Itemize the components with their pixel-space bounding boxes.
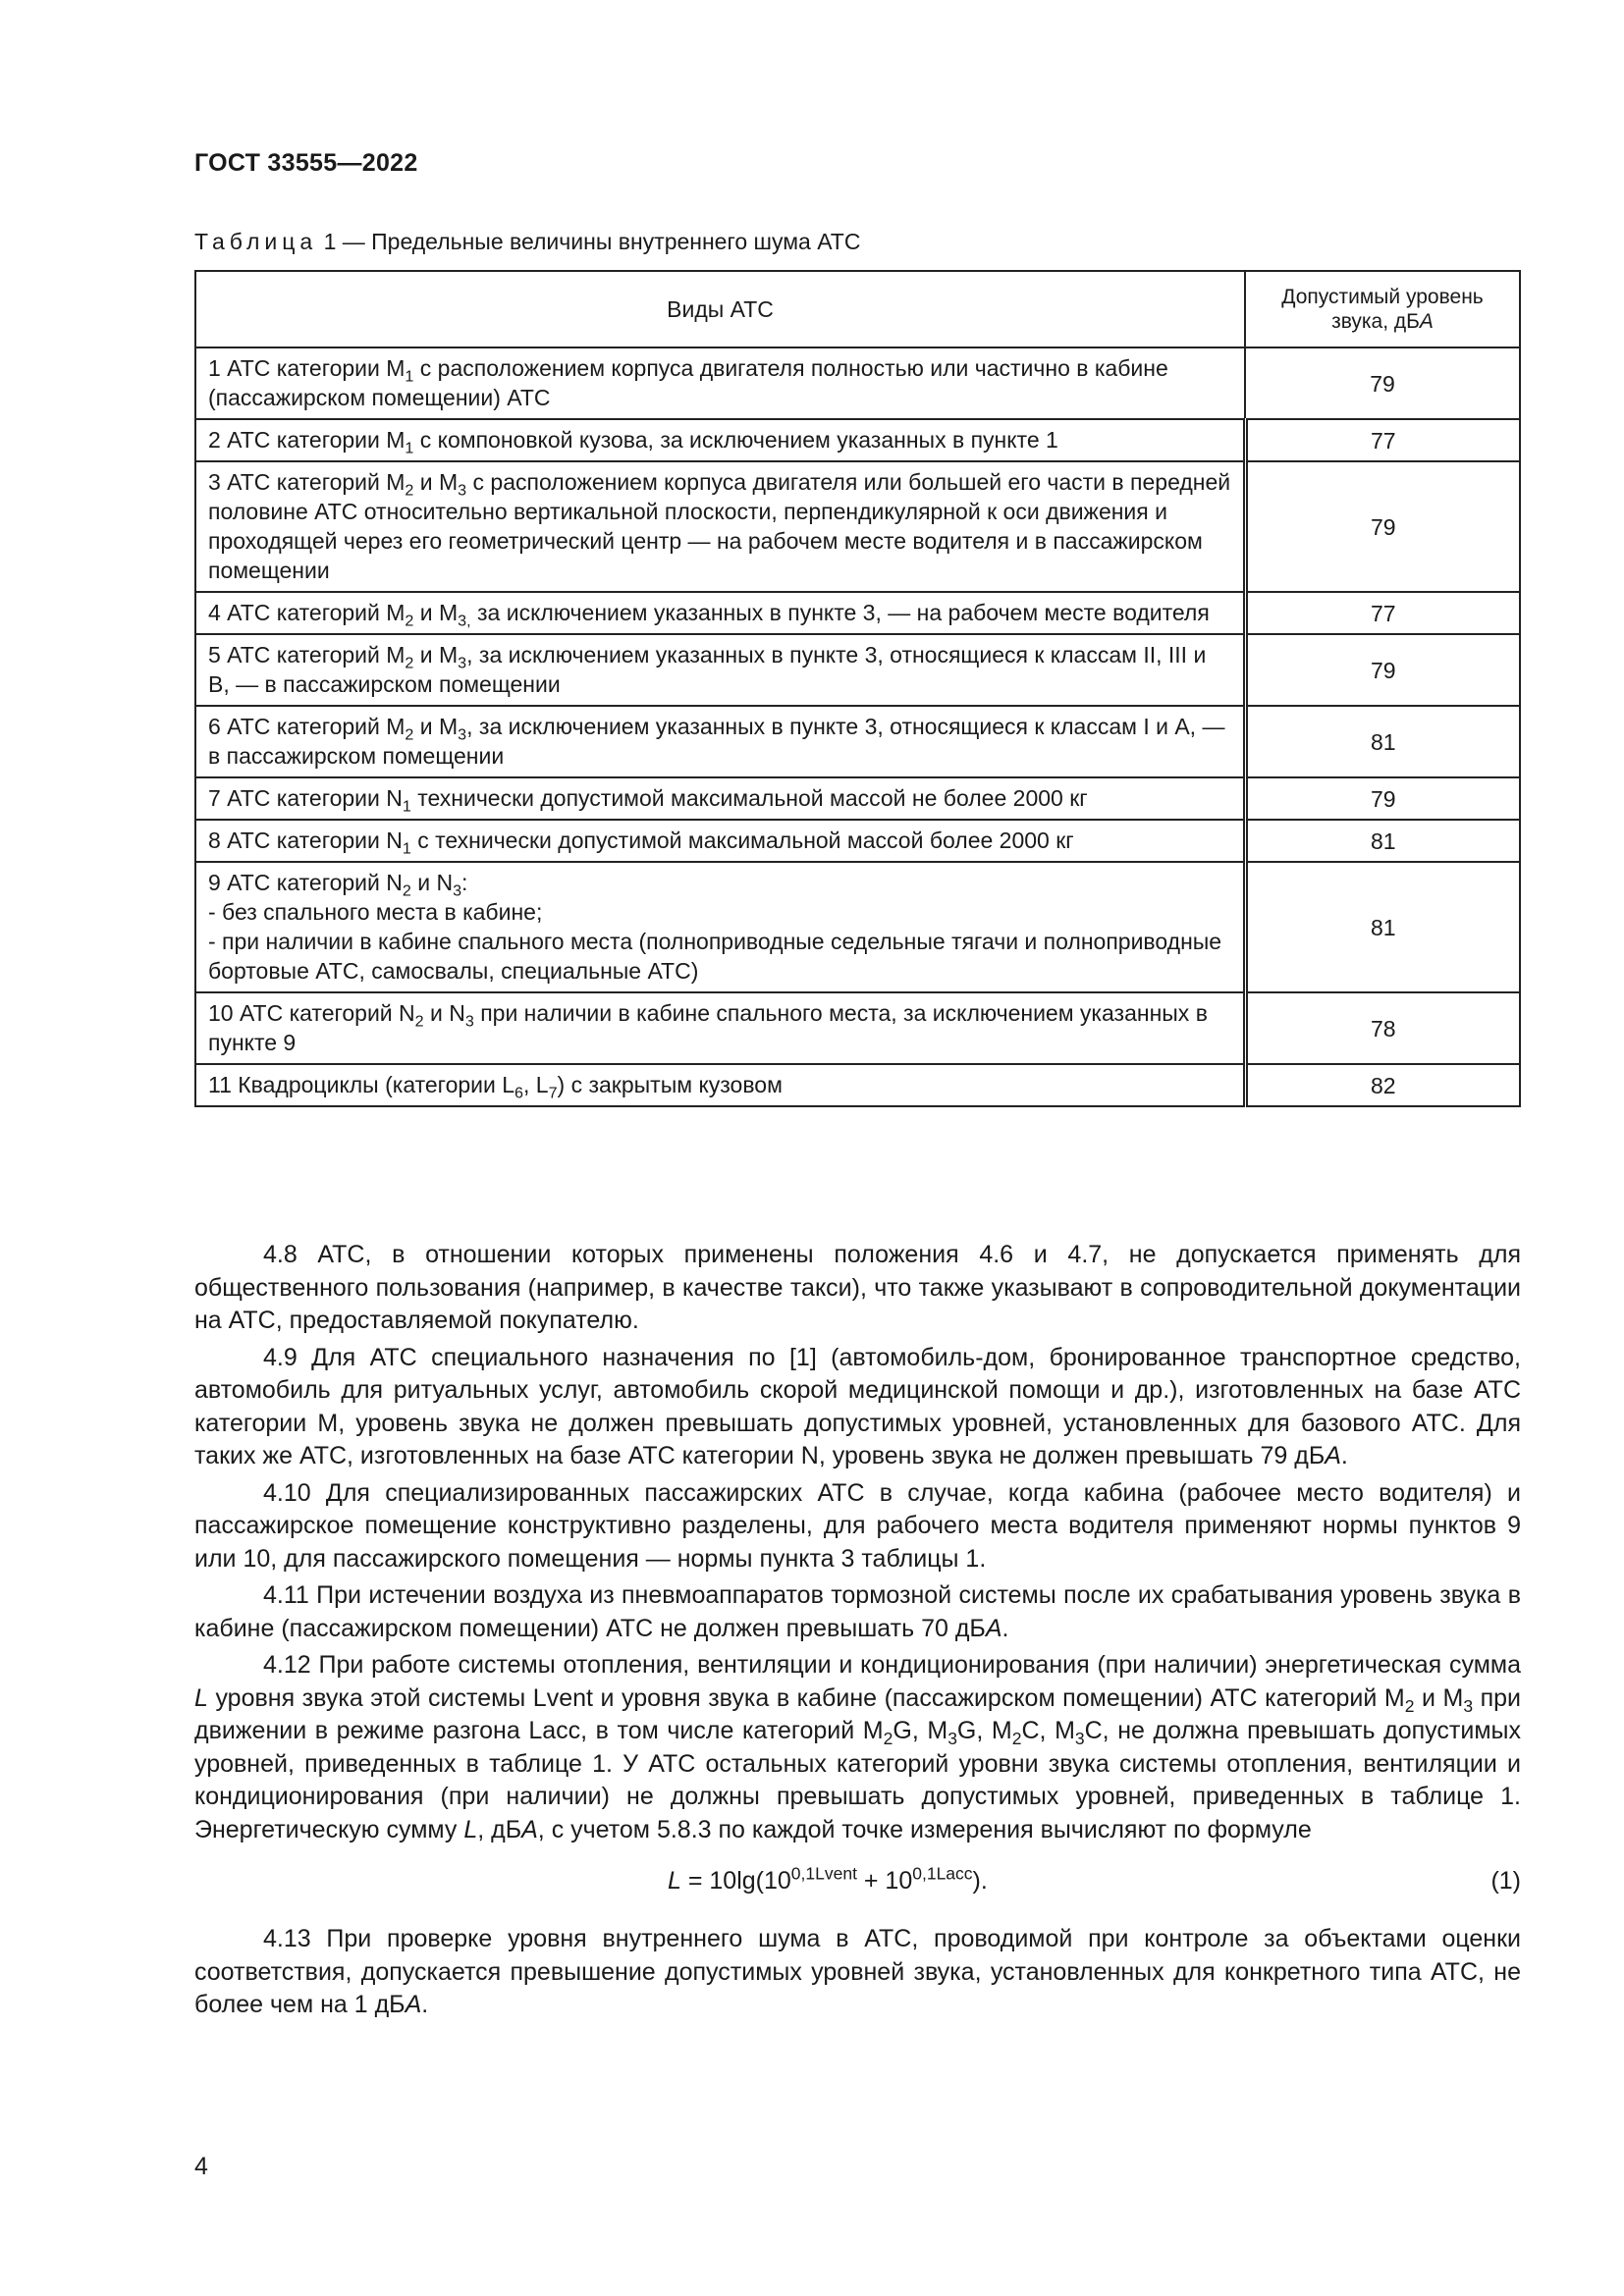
italic-text: А [405,1991,422,2018]
formula-block [194,1856,1521,1905]
vehicle-type-cell [195,992,1245,1064]
text-run: C, не должна превышать допустимых уровней, приведенных в таблице 1. У АТС остальных категорий уровни звука системы отопления, вентиляции и кондиционирования (при наличии) не должны превышать допустимых уровней, приведенных в таблице 1. Энергетическую сумму [194,1717,1521,1843]
paragraph-list [194,1239,1521,1846]
paragraph [194,1239,1521,1338]
subscript: 1 [402,839,411,858]
vehicle-type-cell [195,347,1245,419]
table-row [195,461,1520,592]
superscript: 0,1Lacc [912,1863,973,1884]
table-row [195,820,1520,862]
table-row [195,634,1520,706]
paragraph [194,1342,1521,1473]
text-run: , за исключением указанных в пункте 3, относящиеся к классам I и А, — в пассажирском помещении [208,714,1225,769]
column-header-line1: Допустимый уровень [1281,286,1484,308]
italic-text: А [985,1614,1002,1642]
table-row [195,777,1520,820]
text-run: за исключением указанных в пункте 3, — на рабочем месте водителя [470,600,1210,625]
paragraph [194,1579,1521,1645]
table-row [195,706,1520,777]
text-run: уровня звука этой системы Lvent и уровня звука в кабине (пассажирском помещении) АТС категорий M [207,1683,1405,1712]
table-row [195,862,1520,992]
vehicle-type-cell [195,1064,1245,1106]
table-row [195,592,1520,634]
text-run: и M [1414,1683,1464,1712]
text-run: и M [413,642,459,667]
sound-level-cell: 78 [1245,992,1520,1064]
subscript: 3 [1463,1695,1474,1716]
subscript: 3 [453,881,462,900]
sound-level-cell: 77 [1245,592,1520,634]
paragraph [194,1649,1521,1846]
paragraph [194,1477,1521,1576]
column-header-unit-letter: А [1419,310,1434,333]
text-run: 4 АТС категорий M [208,600,406,625]
table-row [195,347,1520,419]
text-run: : [461,870,468,895]
sound-level-cell: 79 [1245,634,1520,706]
subscript: 2 [402,881,411,900]
subscript: 2 [1404,1695,1415,1716]
text-run: - без спального места в кабине; [208,899,543,925]
text-run: 5 АТС категорий M [208,642,406,667]
text-run: и N [423,1000,465,1026]
subscript: 2 [405,654,414,672]
sound-level-cell: 81 [1245,706,1520,777]
sound-level-cell: 79 [1245,461,1520,592]
text-run: 4.8 АТС, в отношении которых применены положения 4.6 и 4.7, не допускается применять для общественного пользования (например, в качестве такси), что также указывают в сопроводительной документации на АТС, предоставляемой покупателю. [194,1241,1521,1334]
italic-text: L [194,1683,208,1712]
sound-level-cell: 79 [1245,777,1520,820]
column-header-sound-level [1245,271,1520,347]
text-run: 9 АТС категорий N [208,870,403,895]
table-row [195,1064,1520,1106]
final-paragraph-container [194,1923,1521,2022]
subscript: 3 [1074,1729,1085,1749]
text-run: . [1340,1442,1348,1469]
subscript: 3 [458,654,467,672]
subscript: 2 [405,725,414,744]
italic-text: А [1325,1442,1341,1469]
vehicle-type-cell [195,777,1245,820]
text-run: и M [413,469,459,495]
text-run: 4.13 При проверке уровня внутреннего шума в АТС, проводимой при контроле за объектами оценки соответствия, допускается превышение допустимых уровней звука, установленных для конкретного типа АТС, не более чем на 1 дБ [194,1925,1521,2018]
column-header-line2: звука, дБ [1331,310,1420,333]
subscript: 2 [405,481,414,500]
subscript: 2 [883,1729,893,1749]
text-run: при движении в режиме разгона Lacc, в том числе категорий M [194,1683,1521,1744]
text-run: . [421,1991,429,2018]
text-run: + 10 [856,1867,913,1895]
text-run: с расположением корпуса двигателя полностью или частично в кабине (пассажирском помещении) АТС [208,355,1168,410]
table-body [195,347,1520,1106]
text-run: G, M [956,1717,1012,1744]
text-run: = 10lg(10 [680,1867,791,1895]
text-run: 7 АТС категории N [208,785,403,811]
table-row [195,419,1520,461]
text-run: с технически допустимой максимальной массой более 2000 кг [410,828,1074,853]
subscript: 1 [405,367,414,386]
table-caption [194,229,860,255]
text-run: . [1001,1614,1009,1642]
paragraph [194,1923,1521,2022]
text-run: технически допустимой максимальной массой не более 2000 кг [410,785,1088,811]
sound-level-cell: 81 [1245,820,1520,862]
italic-text: А [521,1815,538,1843]
table-caption-word: Таблица [194,229,318,254]
italic-text: L [668,1867,681,1895]
subscript: 6 [514,1084,523,1102]
subscript: 2 [405,612,414,630]
text-run: 4.12 При работе системы отопления, вентиляции и кондиционирования (при наличии) энергетическая сумма [263,1651,1521,1679]
superscript: 0,1Lvent [790,1863,857,1884]
vehicle-type-cell [195,592,1245,634]
text-run: 4.10 Для специализированных пассажирских АТС в случае, когда кабина (рабочее место водителя) и пассажирское помещение конструктивно разделены, для рабочего места водителя применяют нормы пунктов 9 или 10, для пассажирского помещения — нормы пункта 3 таблицы 1. [194,1478,1521,1573]
text-run: , L [522,1072,549,1097]
text-run: 6 АТС категорий M [208,714,406,739]
subscript: 3 [458,725,467,744]
formula-number: (1) [1490,1867,1521,1895]
italic-text: L [463,1815,478,1843]
text-run: 10 АТС категорий N [208,1000,415,1026]
text-run: и M [413,714,459,739]
text-run: G, M [893,1717,948,1744]
text-run: , с учетом 5.8.3 по каждой точке измерения вычисляют по формуле [537,1815,1312,1843]
vehicle-type-cell [195,706,1245,777]
text-run: ) с закрытым кузовом [557,1072,783,1097]
text-run: 8 АТС категории N [208,828,403,853]
text-run: 11 Квадроциклы (категории L [208,1072,515,1097]
text-run: ). [972,1867,988,1895]
text-run: с расположением корпуса двигателя или большей его части в передней половине АТС относительно вертикальной плоскости, перпендикулярной к оси движения и проходящей через его геометрический центр — на рабочем месте водителя и в пассажирском помещении [208,469,1231,583]
text-run: 1 АТС категории M [208,355,406,381]
body-text [194,1239,1521,2026]
subscript: 2 [414,1012,424,1031]
vehicle-type-cell [195,419,1245,461]
text-run: с компоновкой кузова, за исключением указанных в пункте 1 [413,427,1058,453]
sound-level-cell: 79 [1245,347,1520,419]
noise-limits-table [194,270,1521,1107]
text-run: и M [413,600,459,625]
document-code: ГОСТ 33555—2022 [194,149,418,177]
text-run: при наличии в кабине спального места, за исключением указанных в пункте 9 [208,1000,1208,1055]
table-row [195,992,1520,1064]
subscript: 3 [458,481,467,500]
subscript: 2 [1011,1729,1022,1749]
subscript: 7 [548,1084,558,1102]
text-run: - при наличии в кабине спального места (полноприводные седельные тягачи и полноприводные бортовые АТС, самосвалы, специальные АТС) [208,929,1222,984]
sound-level-cell: 82 [1245,1064,1520,1106]
vehicle-type-cell [195,820,1245,862]
subscript: 1 [402,797,411,816]
column-header-vehicle-types: Виды АТС [195,271,1245,347]
text-run: C, M [1021,1717,1075,1744]
subscript: 3, [458,612,471,630]
vehicle-type-cell [195,461,1245,592]
table-header-row [195,271,1520,347]
sound-level-cell: 77 [1245,419,1520,461]
text-run: 4.9 Для АТС специального назначения по [1] (автомобиль-дом, бронированное транспортное средство, автомобиль для ритуальных услуг, автомобиль скорой медицинской помощи и др.), изготовленных на базе АТС категории М, уровень звука не должен превышать допустимых уровней, установленных для базового АТС. Для таких же АТС, изготовленных на базе АТС категории N, уровень звука не должен превышать 79 дБ [194,1343,1521,1469]
text-run: и N [410,870,454,895]
text-run: 3 АТС категорий M [208,469,406,495]
text-run: , дБ [477,1815,522,1843]
text-run: 4.11 При истечении воздуха из пневмоаппаратов тормозной системы после их срабатывания уровень звука в кабине (пассажирском помещении) АТС не должен превышать 70 дБ [194,1581,1521,1642]
table-caption-title: 1 — Предельные величины внутреннего шума АТС [323,229,861,254]
sound-level-cell: 81 [1245,862,1520,992]
text-run: 2 АТС категории M [208,427,406,453]
vehicle-type-cell [195,862,1245,992]
formula-expression [668,1856,988,1905]
subscript: 3 [947,1729,957,1749]
text-run: , за исключением указанных в пункте 3, относящиеся к классам II, III и В, — в пассажирском помещении [208,642,1207,697]
page-number: 4 [194,2153,208,2180]
subscript: 3 [464,1012,474,1031]
vehicle-type-cell [195,634,1245,706]
subscript: 1 [405,439,414,457]
